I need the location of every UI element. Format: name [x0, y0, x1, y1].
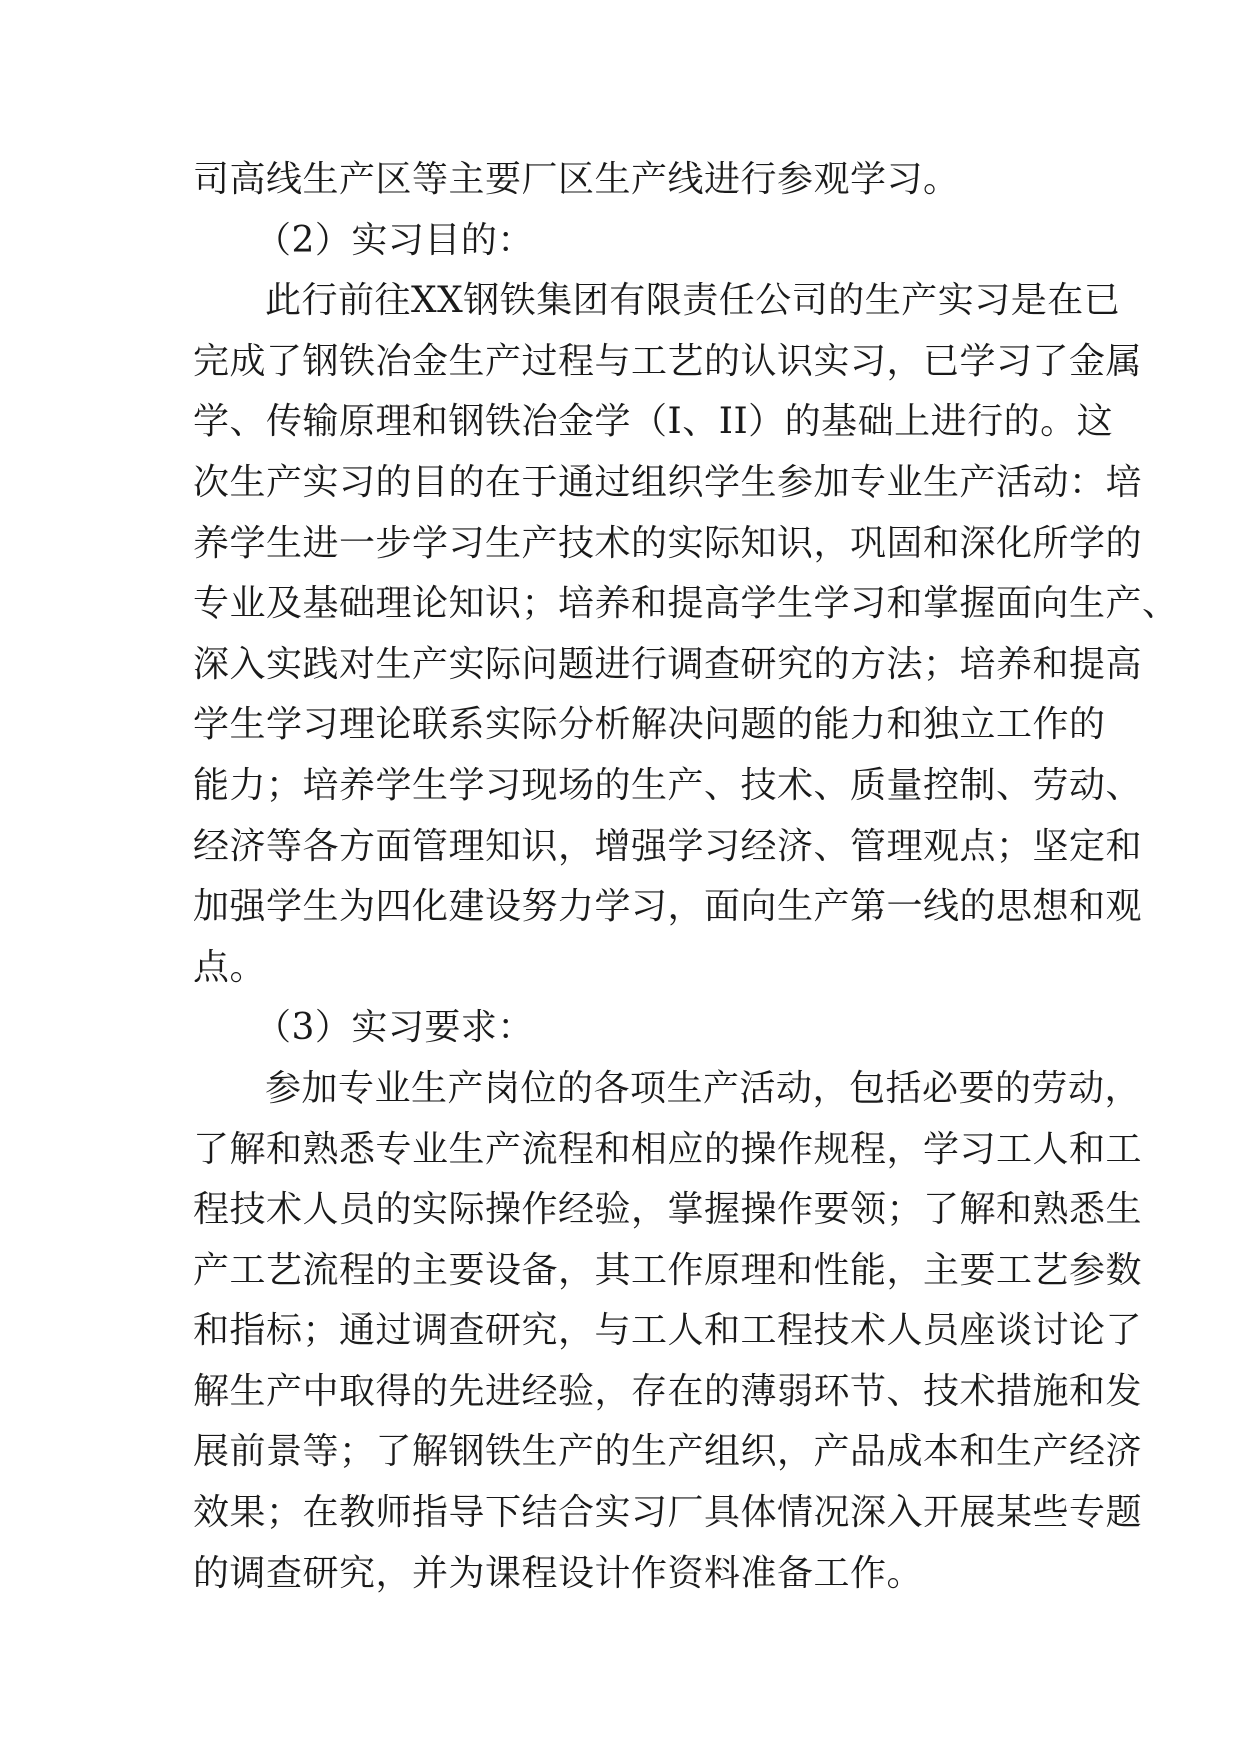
body-line: 司高线生产区等主要厂区生产线进行参观学习。	[193, 159, 960, 200]
body-line: 效果；在教师指导下结合实习厂具体情况深入开展某些专题	[193, 1492, 1143, 1534]
section-heading-requirements: （3）实习要求：	[255, 1007, 534, 1049]
body-line: 和指标；通过调查研究，与工人和工程技术人员座谈讨论了	[193, 1310, 1143, 1352]
section-heading-purpose: （2）实习目的：	[255, 219, 534, 261]
body-line: 程技术人员的实际操作经验，掌握操作要领；了解和熟悉生	[193, 1189, 1143, 1231]
body-line: 了解和熟悉专业生产流程和相应的操作规程，学习工人和工	[193, 1128, 1143, 1170]
document-body	[193, 150, 1179, 1604]
body-line: 解生产中取得的先进经验，存在的薄弱环节、技术措施和发	[193, 1370, 1143, 1412]
body-line: 学生学习理论联系实际分析解决问题的能力和独立工作的	[193, 704, 1106, 746]
body-line: 经济等各方面管理知识，增强学习经济、管理观点；坚定和	[193, 825, 1143, 867]
body-line: 产工艺流程的主要设备，其工作原理和性能，主要工艺参数	[193, 1249, 1143, 1291]
body-line: 专业及基础理论知识；培养和提高学生学习和掌握面向生产、	[193, 583, 1179, 625]
body-line: 学、传输原理和钢铁冶金学（I、II）的基础上进行的。这	[193, 401, 1114, 443]
body-line: 次生产实习的目的在于通过组织学生参加专业生产活动：培	[193, 461, 1143, 503]
body-line: 此行前往XX钢铁集团有限责任公司的生产实习是在已	[265, 280, 1121, 322]
body-line: 的调查研究，并为课程设计作资料准备工作。	[193, 1552, 924, 1594]
body-line: 深入实践对生产实际问题进行调查研究的方法；培养和提高	[193, 643, 1143, 685]
body-line: 点。	[193, 946, 267, 988]
body-line: 展前景等；了解钢铁生产的生产组织，产品成本和生产经济	[193, 1431, 1143, 1473]
body-line: 加强学生为四化建设努力学习，面向生产第一线的思想和观	[193, 886, 1143, 928]
body-line: 参加专业生产岗位的各项生产活动，包括必要的劳动，	[265, 1067, 1142, 1109]
body-line: 养学生进一步学习生产技术的实际知识，巩固和深化所学的	[193, 522, 1143, 564]
body-line: 完成了钢铁冶金生产过程与工艺的认识实习，已学习了金属	[193, 340, 1143, 382]
body-line: 能力；培养学生学习现场的生产、技术、质量控制、劳动、	[193, 764, 1143, 806]
